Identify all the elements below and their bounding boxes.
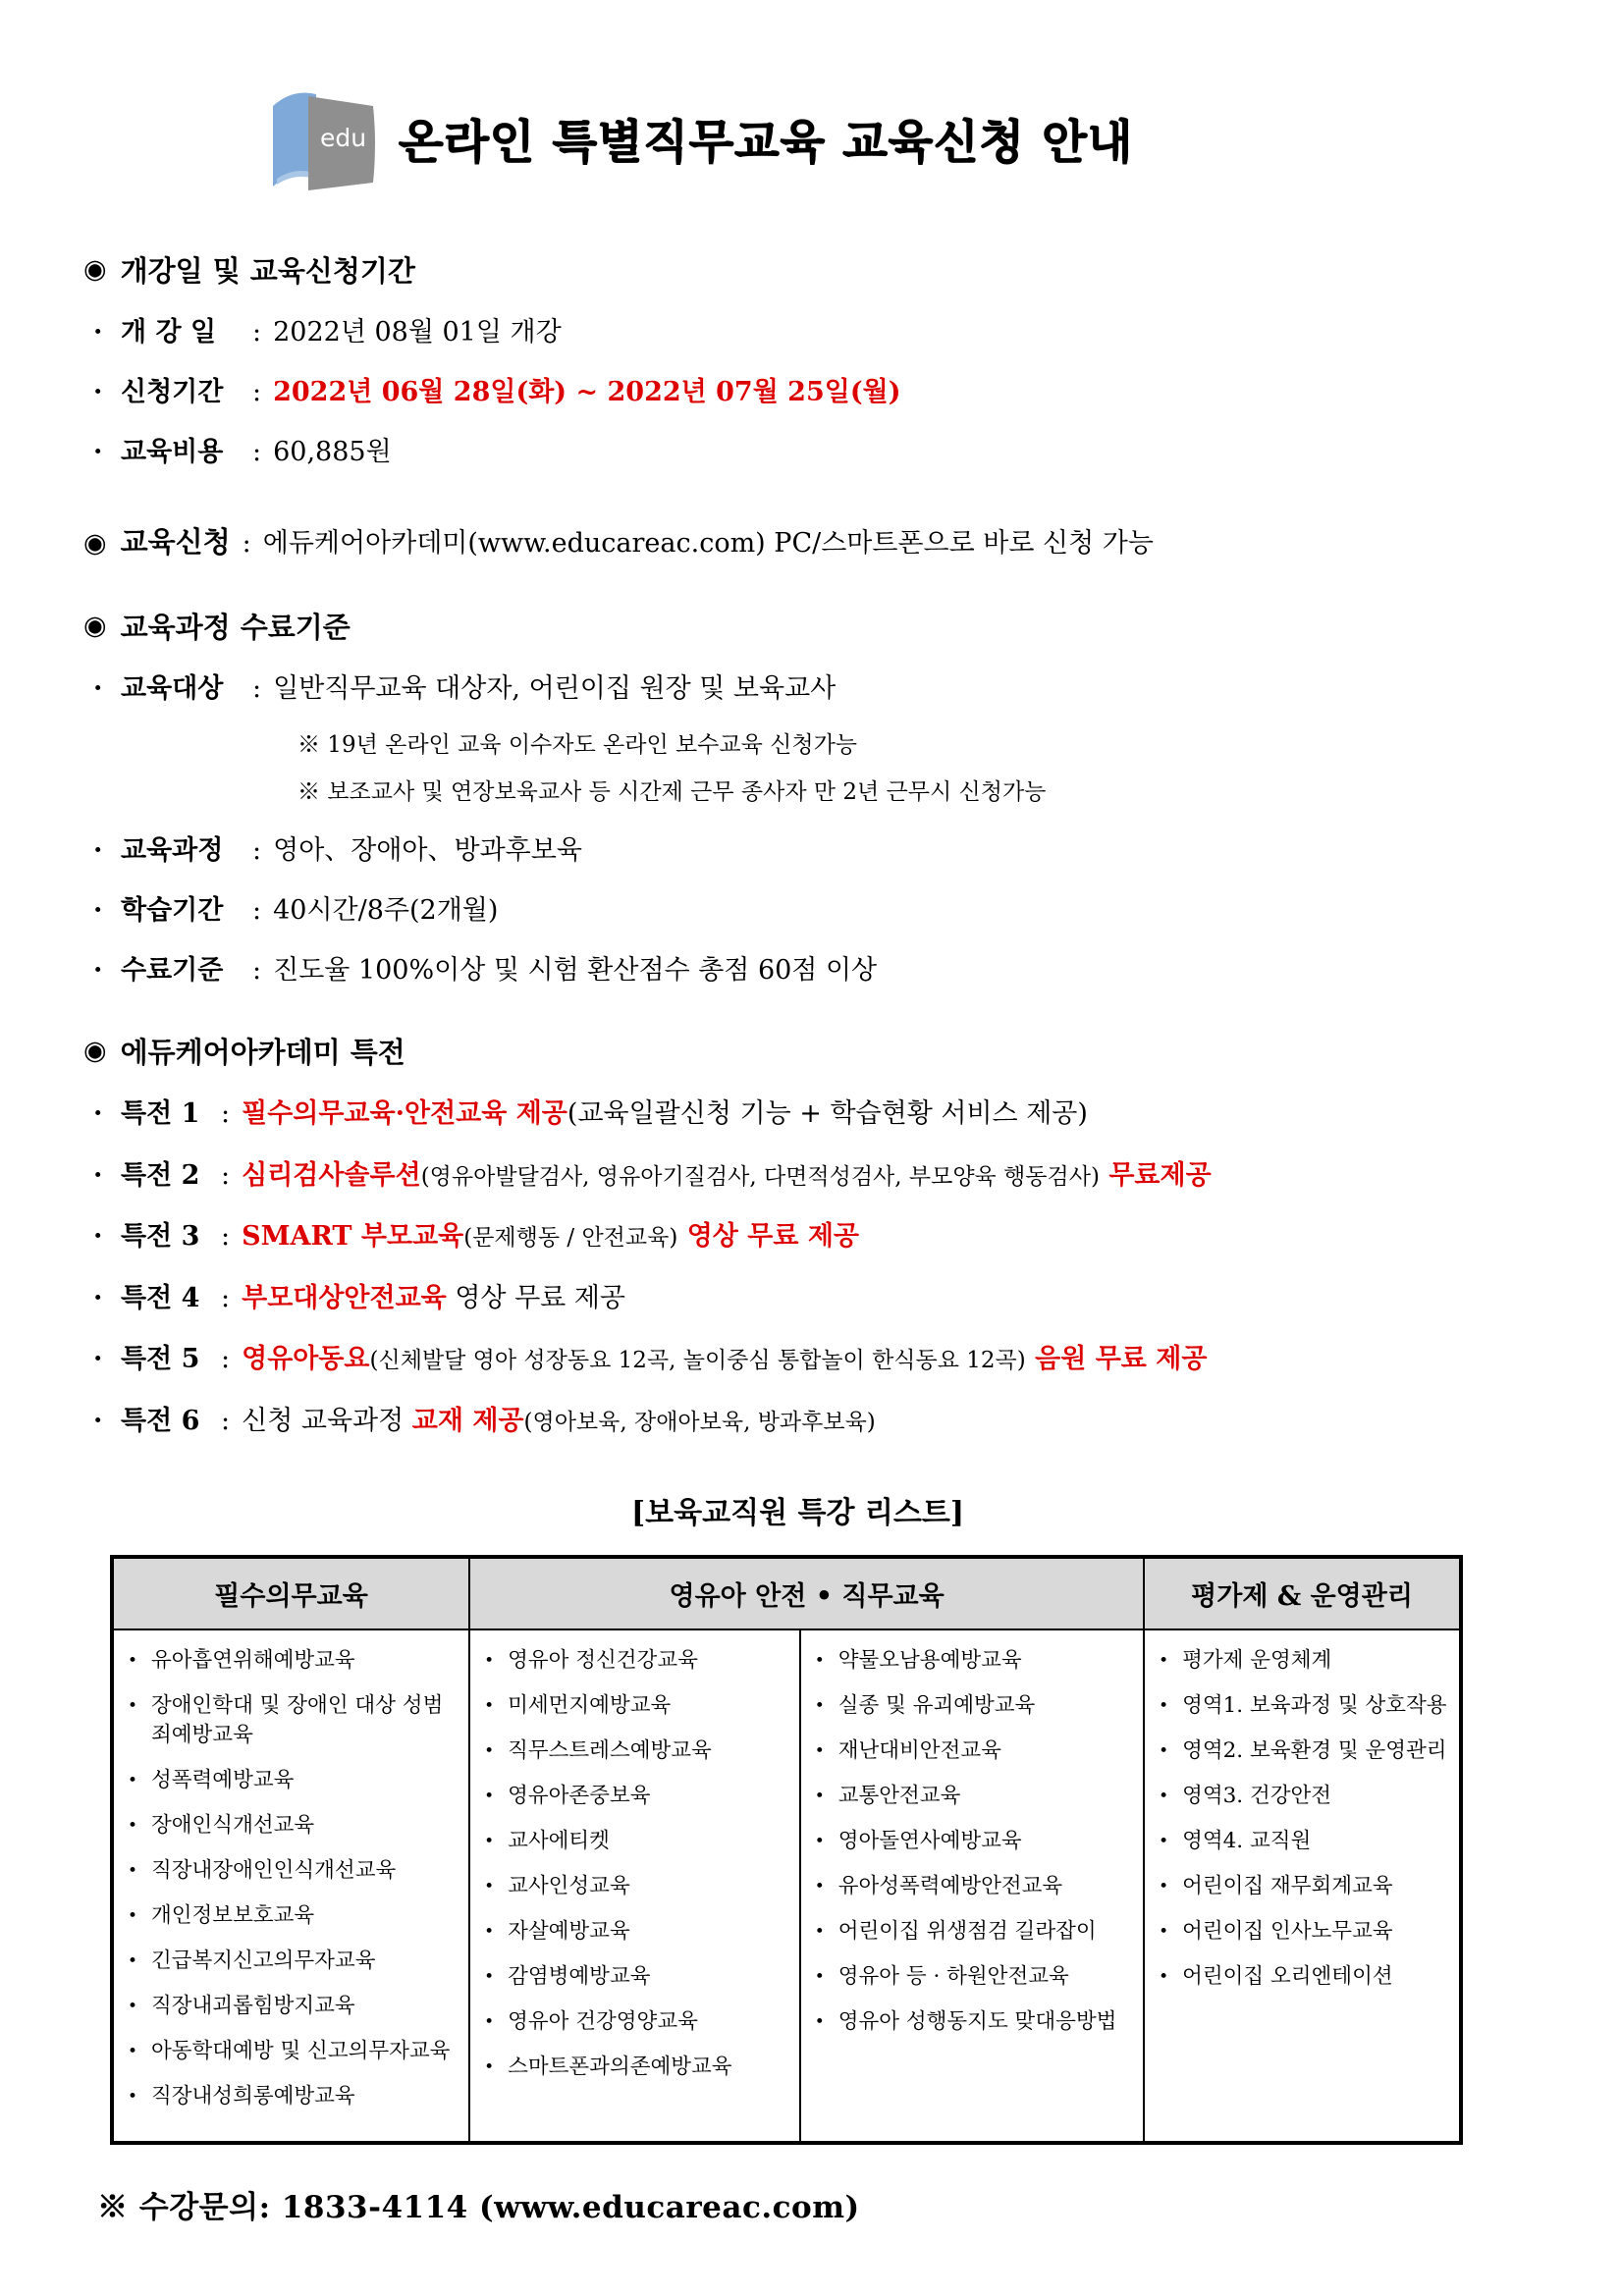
course-list-item [484, 2007, 793, 2037]
course-list-item [815, 1646, 1137, 1676]
benefit-text-segment: 영상 무료 제공 [677, 1221, 859, 1253]
course-list-item [815, 1736, 1137, 1766]
row-value: 영아、장애아、방과후보육 [273, 835, 582, 867]
bullet-icon: • [484, 1877, 495, 1897]
colon-separator: : [221, 1405, 231, 1436]
bullet-icon: • [1159, 1922, 1169, 1943]
dot-bullet-icon: · [93, 1098, 103, 1130]
benefit-description [242, 1281, 625, 1316]
course-name: 영유아 등 · 하원안전교육 [837, 1964, 1069, 1990]
logo-text: edu [320, 124, 367, 152]
course-list-item [815, 1962, 1137, 1992]
bullet-icon: • [128, 2042, 138, 2062]
colon-separator: : [252, 955, 262, 987]
bullet-icon: • [128, 1771, 138, 1791]
benefit-text-segment: (신체발달 영아 성장동요 12곡, 놀이중심 통합놀이 한식동요 12곡) [369, 1348, 1026, 1374]
course-name: 평가제 운영체계 [1182, 1648, 1332, 1674]
course-list-item [484, 1782, 793, 1811]
cell-safety-duty-courses-left [469, 1629, 800, 2143]
section-bullet-icon: ◉ [83, 1036, 107, 1067]
colon-separator: : [252, 437, 262, 468]
criteria-row-target [93, 671, 1512, 706]
bullet-icon: • [1159, 1651, 1169, 1672]
dot-bullet-icon: · [93, 317, 103, 347]
bullet-icon: • [484, 2057, 495, 2078]
course-list-item [815, 1872, 1137, 1901]
schedule-heading-label: 개강일 및 교육신청기간 [120, 254, 415, 288]
benefit-row-3 [93, 1219, 1512, 1255]
course-list-item [128, 1901, 462, 1931]
benefit-text-segment: (영아보육, 장애아보육, 방과후보육) [523, 1409, 876, 1435]
benefit-label: 특전 1 [121, 1098, 200, 1130]
course-name: 유아흡연위해예방교육 [151, 1648, 355, 1674]
course-list-item [128, 1811, 462, 1841]
cell-safety-duty-courses-right [800, 1629, 1144, 2143]
bullet-icon: • [814, 1922, 825, 1943]
row-label: 교육대상 [121, 673, 224, 705]
course-list-item [815, 1691, 1137, 1721]
bullet-icon: • [128, 2087, 138, 2108]
benefit-text-segment: 교재 제공 [411, 1405, 524, 1436]
course-name: 어린이집 인사노무교육 [1182, 1919, 1393, 1945]
benefit-text-segment: 영상 무료 제공 [446, 1282, 626, 1313]
dot-bullet-icon: · [93, 955, 103, 987]
course-list-item [484, 1691, 793, 1721]
course-list-item [128, 1691, 462, 1750]
edu-book-logo-icon [263, 84, 379, 192]
page-title: 온라인 특별직무교육 교육신청 안내 [399, 115, 1134, 170]
section-apply [83, 520, 1512, 561]
colon-separator: : [252, 317, 262, 347]
bullet-icon: • [484, 1741, 495, 1762]
course-name: 영역4. 교직원 [1182, 1829, 1312, 1854]
bullet-icon: • [814, 1651, 825, 1672]
course-list-item [128, 1766, 462, 1795]
dot-bullet-icon: · [93, 673, 103, 705]
course-name: 재난대비안전교육 [837, 1738, 1001, 1764]
course-list-item [1159, 1691, 1453, 1721]
course-list-item [1159, 1827, 1453, 1856]
course-list-item [484, 1872, 793, 1901]
row-label: 신청기간 [121, 377, 224, 408]
row-label: 학습기간 [121, 895, 224, 927]
bullet-icon: • [1159, 1787, 1169, 1807]
apply-heading-label: 교육신청 [120, 525, 231, 560]
bullet-icon: • [814, 1696, 825, 1717]
bullet-icon: • [1159, 1696, 1169, 1717]
course-name: 영역1. 보육과정 및 상호작용 [1182, 1693, 1447, 1719]
course-list-item [815, 2007, 1137, 2037]
row-value: 2022년 08월 01일 개강 [273, 317, 562, 347]
bullet-icon: • [814, 1832, 825, 1852]
benefit-text-segment: (문제행동 / 안전교육) [463, 1225, 678, 1252]
bullet-icon: • [128, 1861, 138, 1882]
schedule-row-apply-period [93, 375, 1512, 409]
bullet-icon: • [814, 1787, 825, 1807]
benefit-row-4 [93, 1281, 1512, 1316]
course-name: 영유아 성행동지도 맞대응방법 [837, 2009, 1117, 2035]
course-name: 교사인성교육 [508, 1874, 630, 1899]
benefit-text-segment: 부모대상안전교육 [242, 1282, 447, 1313]
bullet-icon: • [128, 1816, 138, 1837]
document-header [263, 84, 1512, 192]
benefit-text-segment: 필수의무교육·안전교육 제공 [242, 1098, 567, 1130]
criteria-row-completion [93, 953, 1512, 988]
benefit-label: 특전 3 [121, 1221, 200, 1253]
course-name: 영아돌연사예방교육 [837, 1829, 1022, 1854]
dot-bullet-icon: · [93, 1282, 103, 1313]
colon-separator: : [221, 1159, 231, 1191]
row-value: 40시간/8주(2개월) [273, 895, 499, 927]
course-name: 직장내장애인인식개선교육 [151, 1858, 397, 1884]
course-name: 어린이집 재무회계교육 [1182, 1874, 1393, 1899]
benefit-description [242, 1096, 1088, 1132]
course-list-item [484, 1646, 793, 1676]
special-lecture-table [110, 1555, 1463, 2145]
course-name: 감염병예방교육 [508, 1964, 651, 1990]
benefit-description [242, 1342, 1207, 1377]
course-list-item [128, 2037, 462, 2066]
bullet-icon: • [484, 1832, 495, 1852]
dot-bullet-icon: · [93, 1159, 103, 1191]
course-name: 영유아 건강영양교육 [508, 2009, 698, 2035]
course-name: 장애인학대 및 장애인 대상 성범죄예방교육 [151, 1693, 444, 1748]
benefit-description [242, 1404, 876, 1439]
dot-bullet-icon: · [93, 1221, 103, 1253]
row-value-highlighted: 2022년 06월 28일(화) ~ 2022년 07월 25일(월) [273, 377, 901, 408]
apply-value: 에듀케어아카데미(www.educareac.com) PC/스마트폰으로 바로 신청 가능 [262, 528, 1154, 560]
course-name: 직장내괴롭힘방지교육 [151, 1994, 355, 2019]
course-list-item [1159, 1962, 1453, 1992]
benefit-label: 특전 5 [121, 1344, 200, 1375]
course-list-item [815, 1782, 1137, 1811]
course-name: 개인정보보호교육 [151, 1903, 315, 1929]
course-name: 유아성폭력예방안전교육 [837, 1874, 1063, 1899]
bullet-icon: • [484, 1922, 495, 1943]
cell-evaluation-courses [1144, 1629, 1461, 2143]
criteria-heading-label: 교육과정 수료기준 [120, 611, 351, 645]
benefit-row-1 [93, 1096, 1512, 1132]
course-name: 미세먼지예방교육 [508, 1693, 672, 1719]
course-name: 스마트폰과의존예방교육 [508, 2055, 732, 2080]
row-label: 수료기준 [121, 955, 224, 987]
colon-separator: : [242, 528, 251, 560]
cell-mandatory-courses [112, 1629, 469, 2143]
bullet-icon: • [484, 1787, 495, 1807]
schedule-heading [83, 249, 1512, 290]
course-list-item [128, 2082, 462, 2111]
dot-bullet-icon: · [93, 895, 103, 927]
schedule-row-fee [93, 435, 1512, 469]
course-name: 영유아존중보육 [508, 1784, 651, 1809]
section-bullet-icon: ◉ [83, 254, 107, 285]
benefit-row-2 [93, 1158, 1512, 1194]
table-header-row [112, 1557, 1461, 1629]
course-list-item [1159, 1736, 1453, 1766]
course-list-item [1159, 1646, 1453, 1676]
dot-bullet-icon: · [93, 1405, 103, 1436]
dot-bullet-icon: · [93, 835, 103, 867]
benefit-label: 특전 4 [121, 1282, 200, 1313]
row-value: 60,885원 [273, 437, 392, 468]
section-schedule [83, 249, 1512, 469]
benefit-text-segment: 심리검사솔루션 [242, 1159, 421, 1191]
benefit-text-segment: (영유아발달검사, 영유아기질검사, 다면적성검사, 부모양육 행동검사) [420, 1163, 1100, 1190]
course-name: 직무스트레스예방교육 [508, 1738, 712, 1764]
table-body-row [112, 1629, 1461, 2143]
column-header-evaluation: 평가제 & 운영관리 [1144, 1557, 1461, 1629]
colon-separator: : [221, 1098, 231, 1130]
course-list-item [128, 1992, 462, 2021]
row-value: 진도율 100%이상 및 시험 환산점수 총점 60점 이상 [273, 955, 878, 987]
benefit-text-segment: (교육일괄신청 기능 + 학습현황 서비스 제공) [567, 1098, 1088, 1130]
dot-bullet-icon: · [93, 1344, 103, 1375]
course-list-item [484, 1827, 793, 1856]
row-label: 교육과정 [121, 835, 224, 867]
benefit-description [242, 1219, 859, 1255]
bullet-icon: • [1159, 1967, 1169, 1988]
bullet-icon: • [128, 1951, 138, 1972]
benefits-heading-label: 에듀케어아카데미 특전 [120, 1036, 405, 1070]
bullet-icon: • [484, 1967, 495, 1988]
bullet-icon: • [484, 1651, 495, 1672]
benefit-row-6 [93, 1404, 1512, 1439]
row-value: 일반직무교육 대상자, 어린이집 원장 및 보육교사 [273, 673, 837, 705]
colon-separator: : [252, 835, 262, 867]
course-list-item [1159, 1872, 1453, 1901]
bullet-icon: • [1159, 1877, 1169, 1897]
course-name: 긴급복지신고의무자교육 [151, 1949, 376, 1974]
section-bullet-icon: ◉ [83, 611, 107, 642]
course-name: 어린이집 오리엔테이션 [1182, 1964, 1393, 1990]
course-name: 어린이집 위생점검 길라잡이 [837, 1919, 1097, 1945]
bullet-icon: • [128, 1906, 138, 1927]
course-list-item [484, 1736, 793, 1766]
bullet-icon: • [1159, 1741, 1169, 1762]
course-name: 실종 및 유괴예방교육 [837, 1693, 1036, 1719]
course-name: 직장내성희롱예방교육 [151, 2084, 355, 2109]
benefit-text-segment: 무료제공 [1099, 1159, 1212, 1191]
course-list-item [484, 1917, 793, 1947]
benefit-description [242, 1158, 1212, 1194]
contact-info: ※ 수강문의: 1833-4114 (www.educareac.com) [97, 2190, 860, 2226]
bullet-icon: • [484, 2012, 495, 2033]
course-list-item [815, 1827, 1137, 1856]
course-list-item [815, 1917, 1137, 1947]
criteria-note: ※ 19년 온라인 교육 이수자도 온라인 보수교육 신청가능 [297, 732, 858, 759]
colon-separator: : [221, 1282, 231, 1313]
course-list-item [484, 2053, 793, 2082]
criteria-row-courses [93, 833, 1512, 868]
dot-bullet-icon: · [93, 377, 103, 408]
criteria-row-duration [93, 893, 1512, 928]
course-name: 영역2. 보육환경 및 운영관리 [1182, 1738, 1447, 1764]
course-name: 성폭력예방교육 [151, 1768, 295, 1793]
course-list-item [1159, 1782, 1453, 1811]
colon-separator: : [221, 1344, 231, 1375]
row-label: 교육비용 [121, 437, 224, 468]
colon-separator: : [221, 1221, 231, 1253]
course-name: 아동학대예방 및 신고의무자교육 [151, 2039, 451, 2064]
course-name: 교통안전교육 [837, 1784, 961, 1809]
criteria-note: ※ 보조교사 및 연장보육교사 등 시간제 근무 종사자 만 2년 근무시 신청가능 [297, 779, 1047, 806]
benefit-text-segment: SMART 부모교육 [242, 1221, 464, 1253]
colon-separator: : [252, 377, 262, 408]
bullet-icon: • [128, 1651, 138, 1672]
row-label: 개 강 일 [121, 317, 217, 347]
bullet-icon: • [814, 2012, 825, 2033]
course-name: 장애인식개선교육 [151, 1813, 315, 1839]
bullet-icon: • [814, 1741, 825, 1762]
colon-separator: : [252, 673, 262, 705]
course-list-item [484, 1962, 793, 1992]
course-name: 자살예방교육 [508, 1919, 630, 1945]
bullet-icon: • [128, 1997, 138, 2017]
course-list-item [128, 1646, 462, 1676]
dot-bullet-icon: · [93, 437, 103, 468]
bullet-icon: • [1159, 1832, 1169, 1852]
course-list-item [128, 1947, 462, 1976]
benefit-text-segment: 음원 무료 제공 [1025, 1344, 1208, 1375]
benefit-text-segment: 영유아동요 [242, 1344, 370, 1375]
course-list-item [128, 1856, 462, 1886]
colon-separator: : [252, 895, 262, 927]
section-benefits [83, 1031, 1512, 1439]
special-list-caption: [보육교직원 특강 리스트] [630, 1496, 965, 1531]
bullet-icon: • [484, 1696, 495, 1717]
course-list-item [1159, 1917, 1453, 1947]
bullet-icon: • [128, 1696, 138, 1717]
benefit-label: 특전 6 [121, 1405, 200, 1436]
benefit-label: 특전 2 [121, 1159, 200, 1191]
bullet-icon: • [814, 1877, 825, 1897]
bullet-icon: • [814, 1967, 825, 1988]
benefits-heading [83, 1031, 1512, 1071]
course-name: 약물오남용예방교육 [837, 1648, 1022, 1674]
course-name: 교사에티켓 [508, 1829, 610, 1854]
column-header-mandatory: 필수의무교육 [112, 1557, 469, 1629]
course-name: 영역3. 건강안전 [1182, 1784, 1332, 1809]
benefit-row-5 [93, 1342, 1512, 1377]
schedule-row-open-date [93, 315, 1512, 349]
criteria-heading [83, 606, 1512, 646]
column-header-safety-duty: 영유아 안전 • 직무교육 [469, 1557, 1144, 1629]
benefit-text-segment: 신청 교육과정 [242, 1405, 412, 1436]
section-bullet-icon: ◉ [83, 528, 107, 560]
section-criteria [83, 606, 1512, 988]
course-name: 영유아 정신건강교육 [508, 1648, 698, 1674]
